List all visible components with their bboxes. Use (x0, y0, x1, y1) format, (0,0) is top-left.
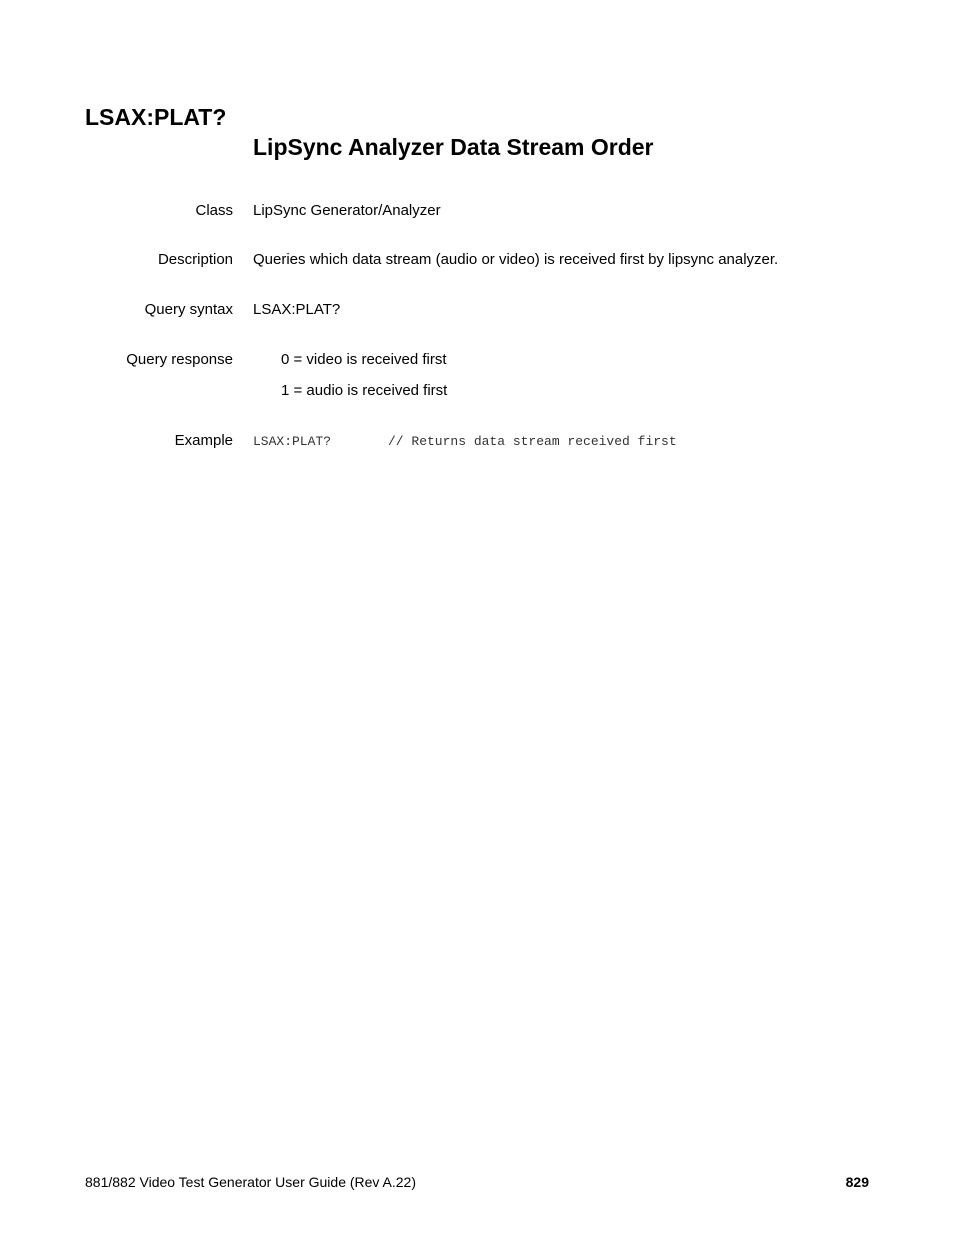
example-label: Example (174, 432, 233, 449)
command-name: LSAX:PLAT? (85, 104, 227, 130)
query-response-item-0: 0 = video is received first (281, 351, 447, 368)
footer-guide-title: 881/882 Video Test Generator User Guide (Rev A.22) (85, 1174, 417, 1190)
class-label: Class (195, 202, 233, 219)
class-value: LipSync Generator/Analyzer (253, 202, 441, 219)
description-label: Description (157, 251, 233, 268)
query-response-item-1: 1 = audio is received first (281, 382, 448, 399)
example-code: LSAX:PLAT? (253, 434, 332, 449)
footer-page-number: 829 (845, 1174, 869, 1190)
command-title: LipSync Analyzer Data Stream Order (253, 134, 654, 160)
query-syntax-label: Query syntax (144, 301, 233, 318)
example-comment: // Returns data stream received first (388, 434, 677, 449)
query-syntax-value: LSAX:PLAT? (253, 301, 341, 318)
description-value: Queries which data stream (audio or video) is received first by lipsync analyzer. (253, 251, 779, 268)
query-response-label: Query response (126, 351, 233, 368)
